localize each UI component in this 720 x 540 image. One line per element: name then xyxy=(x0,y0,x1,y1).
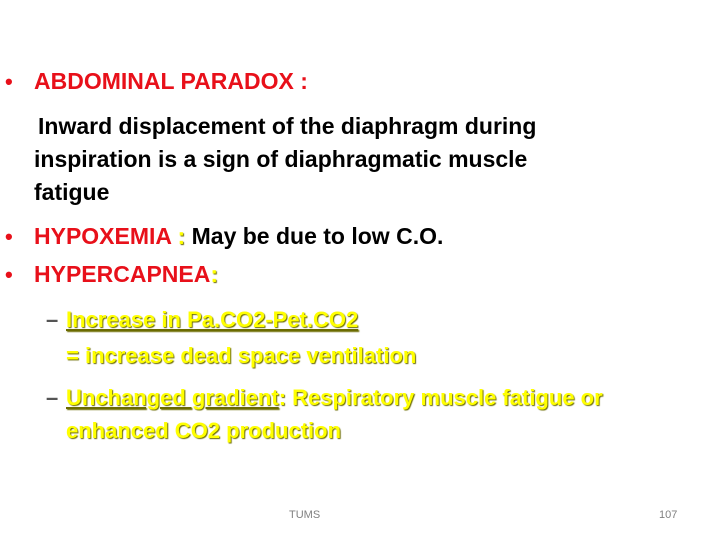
bullet-2: • xyxy=(5,224,13,249)
dash-1: – xyxy=(46,307,59,332)
dash-2: – xyxy=(46,385,59,410)
footer-label: TUMS xyxy=(289,509,321,521)
muscle-fatigue-text: : Respiratory muscle fatigue or xyxy=(278,385,603,410)
abdominal-paradox-line-1: Inward displacement of the diaphragm during xyxy=(38,113,537,139)
abdominal-paradox-line-2: inspiration is a sign of diaphragmatic muscle xyxy=(34,146,528,172)
hypercapnea-term: HYPERCAPNEA xyxy=(34,261,211,287)
hypoxemia-text: May be due to low C.O. xyxy=(191,223,444,249)
hypercapnea-colon: : xyxy=(210,261,219,287)
bullet-3: • xyxy=(5,262,13,287)
item-hypercapnea xyxy=(34,259,218,289)
item-hypoxemia xyxy=(34,221,443,251)
increase-gradient-text: Increase in Pa.CO2-Pet.CO2 xyxy=(66,307,359,332)
bullet-1: • xyxy=(5,69,13,94)
abdominal-paradox-term: ABDOMINAL PARADOX xyxy=(34,68,294,94)
subitem-unchanged-gradient xyxy=(66,383,603,413)
abdominal-paradox-colon: : xyxy=(293,68,308,94)
hypoxemia-colon: : xyxy=(171,223,192,249)
page-number: 107 xyxy=(659,509,678,521)
co2-production-line: enhanced CO2 production xyxy=(66,418,342,443)
unchanged-gradient-text: Unchanged gradient xyxy=(66,385,279,410)
dead-space-line: = increase dead space ventilation xyxy=(66,343,417,368)
abdominal-paradox-line-3: fatigue xyxy=(34,179,110,205)
hypoxemia-term: HYPOXEMIA xyxy=(34,223,172,249)
item-abdominal-paradox-heading xyxy=(34,66,308,96)
subitem-increase-gradient xyxy=(66,305,358,335)
